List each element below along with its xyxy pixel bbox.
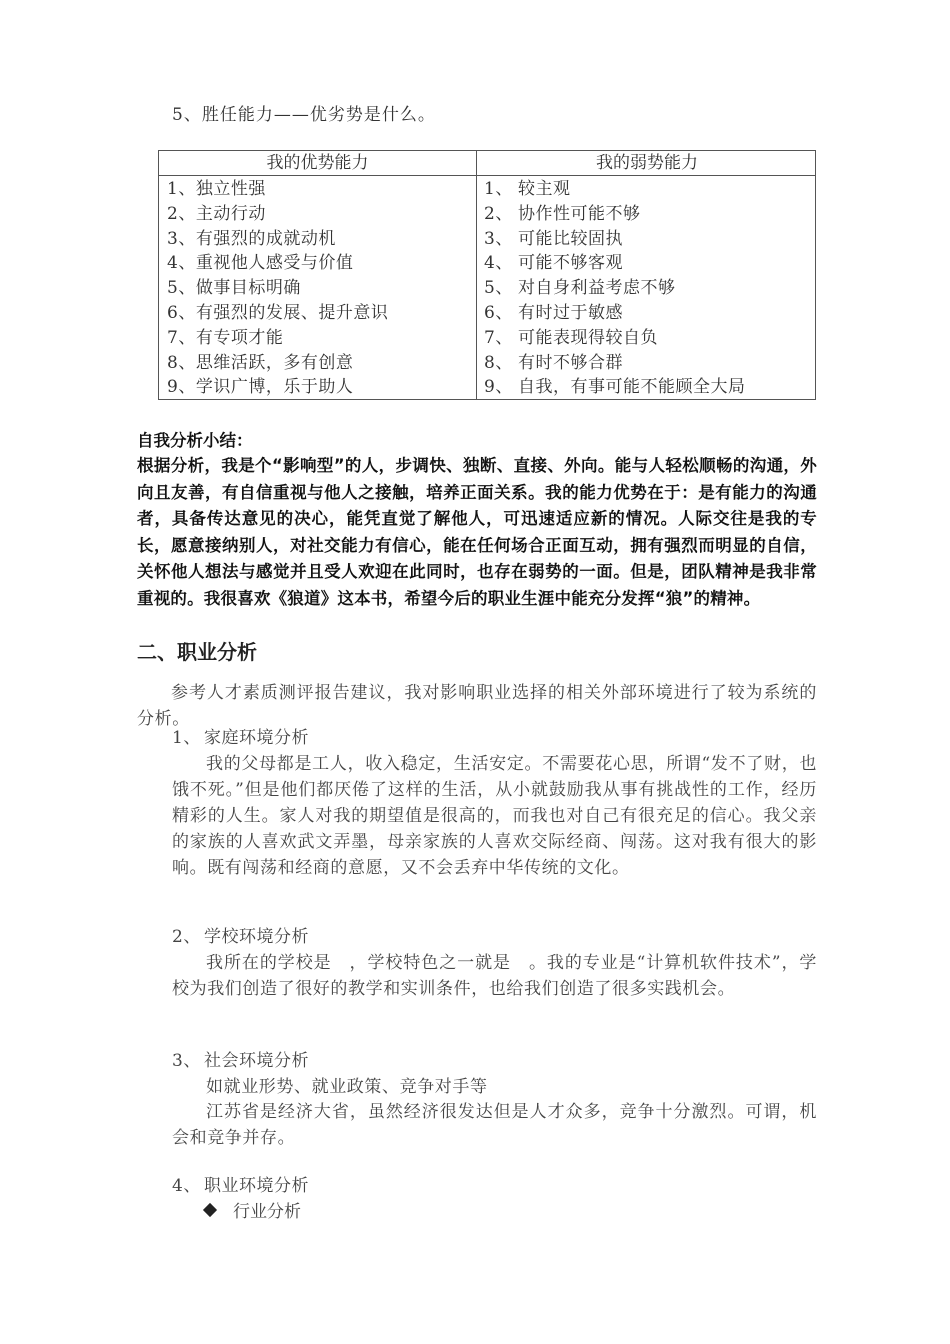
strength-item: 6、有强烈的发展、提升意识 (167, 302, 389, 323)
table-column-divider (476, 151, 477, 399)
weakness-number: 2、 (484, 203, 513, 224)
career-intro-paragraph: 参考人才素质测评报告建议，我对影响职业选择的相关外部环境进行了较为系统的分析。 (137, 683, 817, 729)
strength-item: 8、思维活跃，多有创意 (167, 352, 354, 373)
weakness-number: 1、 (484, 179, 513, 199)
weakness-number: 6、 (484, 302, 513, 323)
society-subheading (172, 1048, 309, 1074)
strength-item: 5、做事目标明确 (167, 278, 301, 299)
diamond-bullet-icon (203, 1203, 217, 1217)
school-number: 2、 (172, 927, 201, 947)
weakness-item (484, 227, 746, 252)
weakness-text: 有时不够合群 (518, 352, 623, 373)
weaknesses-header: 我的弱势能力 (596, 153, 698, 173)
strengths-weaknesses-table (158, 150, 816, 400)
weakness-item (484, 202, 746, 227)
weakness-text: 对自身利益考虑不够 (518, 278, 676, 299)
weakness-text: 较主观 (518, 179, 571, 199)
society-paragraph: 江苏省是经济大省，虽然经济很发达但是人才众多，竞争十分激烈。可谓，机会和竞争并存。 (172, 1102, 817, 1148)
weakness-item (484, 326, 746, 351)
society-examples: 如就业形势、就业政策、竞争对手等 (206, 1077, 488, 1097)
strengths-list (167, 177, 388, 400)
family-number: 1、 (172, 728, 201, 748)
strength-item: 7、有专项才能 (167, 327, 284, 348)
weakness-item (484, 351, 746, 376)
summary-text: 根据分析，我是个“影响型”的人，步调快、独断、直接、外向。能与人轻松顺畅的沟通，外向且友善，有自信重视与他人之接触，培养正面关系。我的能力优势在于：是有能力的沟通者，具备传达意见的决心，能凭直觉了解他人，可迅速适应新的情况。人际交往是我的专长，愿意接纳别人，对社交能力有信心，能在任何场合正面互动，拥有强烈而明显的自信，关怀他人想法与感觉并且受人欢迎在此同时，也存在弱势的一面。但是，团队精神是我非常重视的。我很喜欢《狼道》这本书，希望今后的职业生涯中能充分发挥“狼”的精神。 (137, 456, 817, 608)
career-analysis-heading: 二、职业分析 (137, 640, 257, 664)
society-number: 3、 (172, 1051, 201, 1071)
weakness-text: 协作性可能不够 (518, 203, 641, 224)
strength-item: 1、独立性强 (167, 179, 266, 199)
weakness-item (484, 375, 746, 400)
society-title: 社会环境分析 (204, 1051, 309, 1071)
weakness-text: 可能比较固执 (518, 228, 623, 249)
weakness-text: 可能不够客观 (518, 253, 623, 274)
school-title: 学校环境分析 (204, 927, 309, 947)
school-subheading (172, 924, 309, 950)
strengths-header: 我的优势能力 (266, 153, 369, 173)
industry-analysis-bullet (205, 1199, 301, 1225)
strength-item: 2、主动行动 (167, 203, 266, 224)
table-header-divider (159, 175, 815, 176)
family-subheading (172, 725, 309, 751)
strength-item: 4、重视他人感受与价值 (167, 253, 354, 274)
family-paragraph: 我的父母都是工人，收入稳定，生活安定。不需要花心思，所谓“发不了财，也饿不死。”但是他们都厌倦了这样的生活，从小就鼓励我从事有挑战性的工作，经历精彩的人生。家人对我的期望值是很高的，而我也对自己有很充足的信心。我父亲的家族的人喜欢武文弄墨，母亲家族的人喜欢交际经商、闯荡。这对我有很大的影响。既有闯荡和经商的意愿，又不会丢弃中华传统的文化。 (172, 754, 817, 878)
weakness-text: 有时过于敏感 (518, 302, 623, 323)
occupation-subheading (172, 1173, 309, 1199)
bullet-text: 行业分析 (233, 1202, 301, 1222)
weakness-number: 9、 (484, 377, 513, 398)
weakness-item (484, 251, 746, 276)
occupation-title: 职业环境分析 (204, 1176, 309, 1196)
weakness-number: 8、 (484, 352, 513, 373)
weaknesses-list (484, 177, 746, 400)
section-5-heading: 5、胜任能力——优劣势是什么。 (172, 105, 436, 125)
weakness-text: 可能表现得较自负 (518, 327, 658, 348)
school-paragraph: 我所在的学校是 ，学校特色之一就是 。我的专业是“计算机软件技术”，学校为我们创造了很好的教学和实训条件，也给我们创造了很多实践机会。 (172, 953, 817, 999)
summary-title: 自我分析小结： (137, 431, 253, 450)
weakness-number: 4、 (484, 253, 513, 274)
family-title: 家庭环境分析 (204, 728, 309, 748)
strength-item: 9、学识广博，乐于助人 (167, 377, 354, 398)
weakness-number: 7、 (484, 327, 513, 348)
weakness-item (484, 177, 746, 202)
occupation-number: 4、 (172, 1176, 201, 1196)
weakness-text: 自我，有事可能不能顾全大局 (518, 377, 746, 398)
strength-item: 3、有强烈的成就动机 (167, 228, 336, 249)
weakness-item (484, 301, 746, 326)
weakness-number: 3、 (484, 228, 513, 249)
weakness-item (484, 276, 746, 301)
weakness-number: 5、 (484, 278, 513, 299)
